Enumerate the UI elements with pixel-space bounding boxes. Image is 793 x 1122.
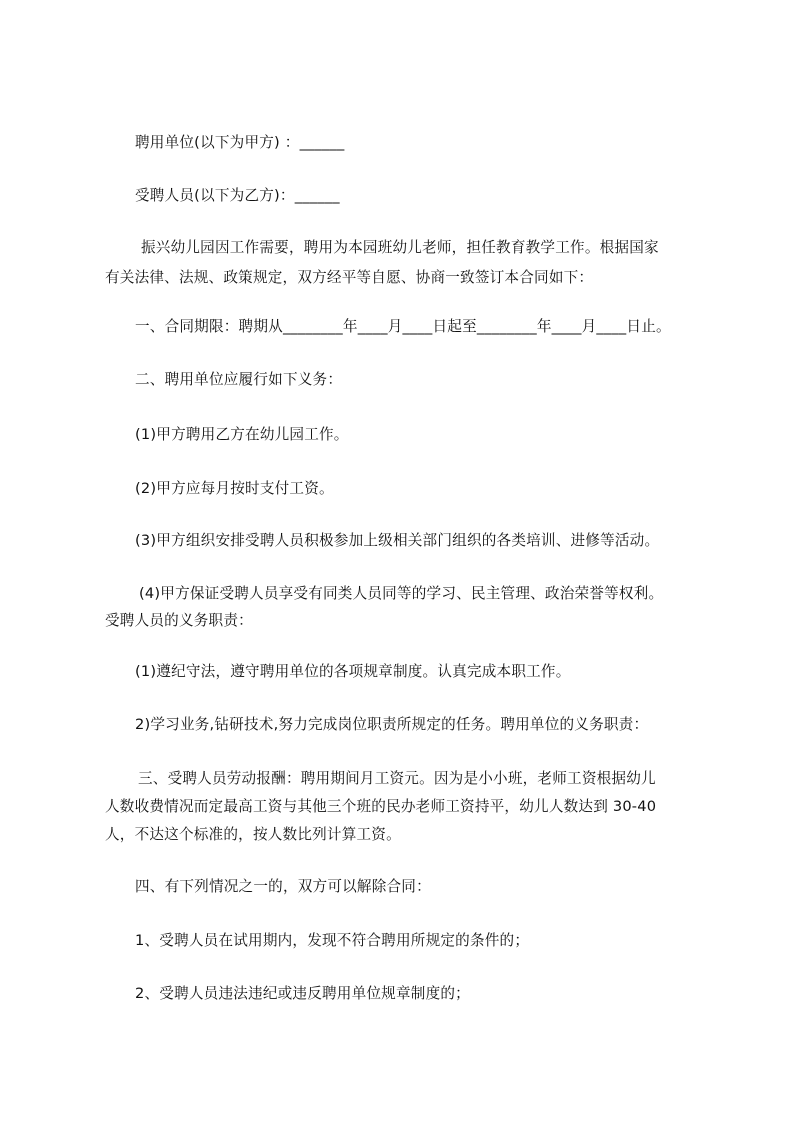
clause-2-heading: 二、聘用单位应履行如下义务： [135, 371, 343, 388]
clause-3-line-2: 人数收费情况而定最高工资与其他三个班的民办老师工资持平，幼儿人数达到 30-40 [105, 798, 657, 815]
duty-item-1: (1)遵纪守法，遵守聘用单位的各项规章制度。认真完成本职工作。 [135, 663, 571, 680]
employee-line: 受聘人员(以下为乙方)：______ [135, 187, 340, 204]
clause-2-item-4: (4)甲方保证受聘人员享受有同类人员同等的学习、民主管理、政治荣誉等权利。 [139, 585, 664, 602]
intro-line-2: 有关法律、法规、政策规定，双方经平等自愿、协商一致签订本合同如下： [105, 269, 594, 286]
employee-duties-heading: 受聘人员的义务职责： [105, 612, 253, 629]
clause-4-item-2: 2、受聘人员违法违纪或违反聘用单位规章制度的； [135, 985, 470, 1002]
clause-2-item-1: (1)甲方聘用乙方在幼儿园工作。 [135, 426, 349, 443]
clause-4-item-1: 1、受聘人员在试用期内，发现不符合聘用所规定的条件的； [135, 932, 530, 949]
duty-item-2: 2)学习业务,钻研技术,努力完成岗位职责所规定的任务。聘用单位的义务职责： [135, 716, 649, 733]
clause-1-term: 一、合同期限：聘期从________年____月____日起至________年____月____日止。 [135, 318, 671, 335]
clause-3-line-3: 人，不达这个标准的，按人数比列计算工资。 [105, 826, 401, 843]
clause-2-item-2: (2)甲方应每月按时支付工资。 [135, 480, 334, 497]
clause-4-heading: 四、有下列情况之一的，双方可以解除合同： [135, 878, 431, 895]
employer-line: 聘用单位(以下为甲方) ：______ [135, 134, 345, 151]
clause-3-line-1: 三、受聘人员劳动报酬：聘用期间月工资元。因为是小小班，老师工资根据幼儿 [138, 770, 656, 787]
clause-2-item-3: (3)甲方组织安排受聘人员积极参加上级相关部门组织的各类培训、进修等活动。 [135, 532, 660, 549]
intro-line-1: 振兴幼儿园因工作需要，聘用为本园班幼儿老师，担任教育教学工作。根据国家 [141, 239, 659, 256]
